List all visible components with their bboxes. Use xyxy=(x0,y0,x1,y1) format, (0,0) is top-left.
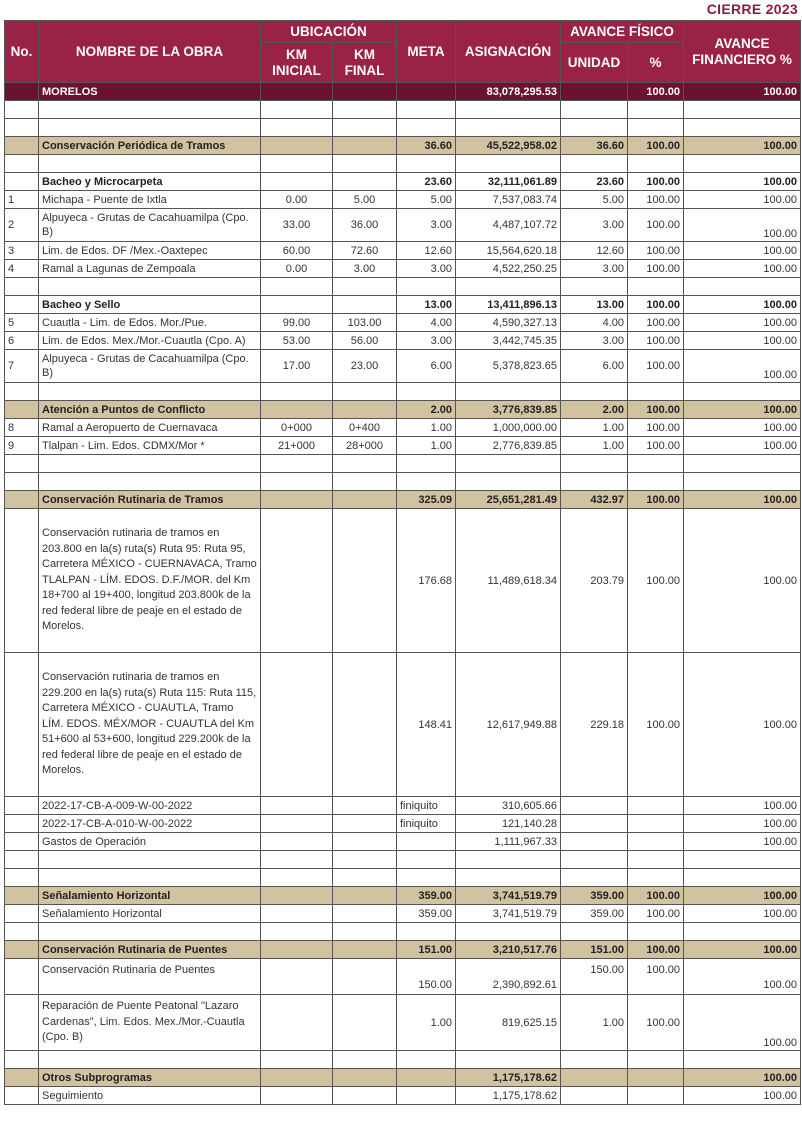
row-meta: 3.00 xyxy=(397,332,456,350)
category-row xyxy=(5,401,801,419)
category-name: Conservación Rutinaria de Puentes xyxy=(39,941,261,959)
row-asignacion: 310,605.66 xyxy=(456,797,561,815)
blank-row xyxy=(5,455,801,473)
row-name: Michapa - Puente de Ixtla xyxy=(39,191,261,209)
row-meta: finiquito xyxy=(397,797,456,815)
row-fin: 100.00 xyxy=(684,815,801,833)
row-asignacion: 121,140.28 xyxy=(456,815,561,833)
col-header-km-final: KM FINAL xyxy=(333,43,397,83)
row-unidad: 150.00 xyxy=(561,959,628,995)
blank-row xyxy=(5,278,801,296)
row-unidad: 359.00 xyxy=(561,905,628,923)
row-name: 2022-17-CB-A-010-W-00-2022 xyxy=(39,815,261,833)
row-asignacion: 4,487,107.72 xyxy=(456,209,561,242)
table-row xyxy=(5,314,801,332)
blank-row xyxy=(5,923,801,941)
row-unidad: 203.79 xyxy=(561,509,628,653)
subcategory-asignacion: 13,411,896.13 xyxy=(456,296,561,314)
row-meta: 3.00 xyxy=(397,260,456,278)
row-km-inicial: 99.00 xyxy=(261,314,333,332)
table-row xyxy=(5,332,801,350)
category-fin: 100.00 xyxy=(684,1069,801,1087)
report-period-title: CIERRE 2023 xyxy=(706,1,798,17)
row-no: 1 xyxy=(5,191,39,209)
row-pct: 100.00 xyxy=(628,437,684,455)
table-row xyxy=(5,1087,801,1105)
row-asignacion: 15,564,620.18 xyxy=(456,242,561,260)
table-row xyxy=(5,797,801,815)
row-pct: 100.00 xyxy=(628,653,684,797)
row-km-final: 72.60 xyxy=(333,242,397,260)
row-km-final: 28+000 xyxy=(333,437,397,455)
blank-row xyxy=(5,869,801,887)
row-no: 6 xyxy=(5,332,39,350)
row-unidad: 5.00 xyxy=(561,191,628,209)
category-row xyxy=(5,887,801,905)
category-row xyxy=(5,941,801,959)
table-row xyxy=(5,437,801,455)
blank-row xyxy=(5,119,801,137)
row-fin: 100.00 xyxy=(684,437,801,455)
category-asignacion: 25,651,281.49 xyxy=(456,491,561,509)
row-meta: 150.00 xyxy=(397,959,456,995)
row-meta: 359.00 xyxy=(397,905,456,923)
row-meta: finiquito xyxy=(397,815,456,833)
table-row xyxy=(5,833,801,851)
table-row xyxy=(5,959,801,995)
row-no: 2 xyxy=(5,209,39,242)
subcategory-fin: 100.00 xyxy=(684,173,801,191)
row-meta: 12.60 xyxy=(397,242,456,260)
col-header-asignacion: ASIGNACIÓN xyxy=(456,21,561,83)
col-header-nombre: NOMBRE DE LA OBRA xyxy=(39,21,261,83)
row-pct: 100.00 xyxy=(628,905,684,923)
table-row xyxy=(5,995,801,1051)
col-header-km-inicial: KM INICIAL xyxy=(261,43,333,83)
blank-row xyxy=(5,101,801,119)
subcategory-unidad: 13.00 xyxy=(561,296,628,314)
row-fin: 100.00 xyxy=(684,833,801,851)
row-pct: 100.00 xyxy=(628,959,684,995)
category-row xyxy=(5,1069,801,1087)
row-pct: 100.00 xyxy=(628,209,684,242)
table-row xyxy=(5,905,801,923)
row-fin: 100.00 xyxy=(684,959,801,995)
row-km-inicial: 0.00 xyxy=(261,191,333,209)
total-asignacion: 83,078,295.53 xyxy=(456,83,561,101)
row-unidad: 3.00 xyxy=(561,332,628,350)
row-meta: 1.00 xyxy=(397,419,456,437)
row-name: Alpuyeca - Grutas de Cacahuamilpa (Cpo. B) xyxy=(39,209,261,242)
row-name: Tlalpan - Lim. Edos. CDMX/Mor * xyxy=(39,437,261,455)
subcategory-name: Bacheo y Sello xyxy=(39,296,261,314)
row-meta: 1.00 xyxy=(397,995,456,1051)
row-km-final: 23.00 xyxy=(333,350,397,383)
col-header-avance-financiero: AVANCE FINANCIERO % xyxy=(684,21,801,83)
category-fin: 100.00 xyxy=(684,941,801,959)
row-asignacion: 2,776,839.85 xyxy=(456,437,561,455)
row-name: Cuautla - Lim. de Edos. Mor./Pue. xyxy=(39,314,261,332)
row-unidad: 229.18 xyxy=(561,653,628,797)
category-name: Otros Subprogramas xyxy=(39,1069,261,1087)
total-name: MORELOS xyxy=(39,83,261,101)
row-meta: 6.00 xyxy=(397,350,456,383)
category-meta: 36.60 xyxy=(397,137,456,155)
col-header-pct: % xyxy=(628,43,684,83)
subcategory-fin: 100.00 xyxy=(684,296,801,314)
category-asignacion: 45,522,958.02 xyxy=(456,137,561,155)
row-name: Seguimiento xyxy=(39,1087,261,1105)
row-no: 4 xyxy=(5,260,39,278)
row-unidad: 12.60 xyxy=(561,242,628,260)
subcategory-row xyxy=(5,296,801,314)
category-meta: 2.00 xyxy=(397,401,456,419)
header-row-1 xyxy=(5,21,801,43)
category-unidad: 2.00 xyxy=(561,401,628,419)
category-unidad: 151.00 xyxy=(561,941,628,959)
blank-row xyxy=(5,473,801,491)
row-fin: 100.00 xyxy=(684,332,801,350)
col-header-ubicacion: UBICACIÓN xyxy=(261,21,397,43)
col-header-avance-fisico: AVANCE FÍSICO xyxy=(561,21,684,43)
row-no: 3 xyxy=(5,242,39,260)
row-asignacion: 4,522,250.25 xyxy=(456,260,561,278)
row-name: Conservación rutinaria de tramos en 203.800 en la(s) ruta(s) Ruta 95: Ruta 95, Carretera MÉXICO - CUERNAVACA, Tramo TLALPAN - LÍM. EDOS. D.F./MOR. del Km 18+700 al 19+400, longitud 203.800k de la red federal libre de peaje en el estado de Morelos. xyxy=(39,509,261,653)
table-row xyxy=(5,419,801,437)
row-name: Gastos de Operación xyxy=(39,833,261,851)
row-meta: 3.00 xyxy=(397,209,456,242)
table-row xyxy=(5,260,801,278)
category-asignacion: 3,741,519.79 xyxy=(456,887,561,905)
row-fin: 100.00 xyxy=(684,797,801,815)
category-name: Atención a Puntos de Conflicto xyxy=(39,401,261,419)
row-meta: 1.00 xyxy=(397,437,456,455)
row-fin: 100.00 xyxy=(684,350,801,383)
row-fin: 100.00 xyxy=(684,314,801,332)
category-pct: 100.00 xyxy=(628,941,684,959)
row-pct: 100.00 xyxy=(628,350,684,383)
row-name: Conservación rutinaria de tramos en 229.200 en la(s) ruta(s) Ruta 115: Ruta 115, Carretera MÉXICO - CUAUTLA, Tramo LÍM. EDOS. MÉX/MOR - CUAUTLA del Km 51+600 al 53+600, longitud 229.200k de la red federal libre de peaje en el estado de Morelos. xyxy=(39,653,261,797)
subcategory-asignacion: 32,111,061.89 xyxy=(456,173,561,191)
row-unidad: 1.00 xyxy=(561,419,628,437)
row-asignacion: 11,489,618.34 xyxy=(456,509,561,653)
table-row xyxy=(5,653,801,797)
row-fin: 100.00 xyxy=(684,653,801,797)
row-unidad: 3.00 xyxy=(561,260,628,278)
category-meta: 359.00 xyxy=(397,887,456,905)
row-fin: 100.00 xyxy=(684,1087,801,1105)
row-asignacion: 4,590,327.13 xyxy=(456,314,561,332)
row-pct: 100.00 xyxy=(628,191,684,209)
col-header-unidad: UNIDAD xyxy=(561,43,628,83)
row-name: Alpuyeca - Grutas de Cacahuamilpa (Cpo. B) xyxy=(39,350,261,383)
row-asignacion: 1,111,967.33 xyxy=(456,833,561,851)
row-name: Señalamiento Horizontal xyxy=(39,905,261,923)
subcategory-pct: 100.00 xyxy=(628,296,684,314)
row-name: Lim. de Edos. DF /Mex.-Oaxtepec xyxy=(39,242,261,260)
table-row xyxy=(5,209,801,242)
row-asignacion: 2,390,892.61 xyxy=(456,959,561,995)
row-asignacion: 7,537,083.74 xyxy=(456,191,561,209)
subcategory-row xyxy=(5,173,801,191)
row-meta: 5.00 xyxy=(397,191,456,209)
subcategory-meta: 13.00 xyxy=(397,296,456,314)
row-meta: 176.68 xyxy=(397,509,456,653)
blank-row xyxy=(5,851,801,869)
row-unidad: 6.00 xyxy=(561,350,628,383)
row-km-final: 56.00 xyxy=(333,332,397,350)
row-km-inicial: 0.00 xyxy=(261,260,333,278)
row-asignacion: 5,378,823.65 xyxy=(456,350,561,383)
category-meta: 151.00 xyxy=(397,941,456,959)
row-name: 2022-17-CB-A-009-W-00-2022 xyxy=(39,797,261,815)
table-row xyxy=(5,242,801,260)
table-row xyxy=(5,815,801,833)
row-km-inicial: 60.00 xyxy=(261,242,333,260)
total-fin: 100.00 xyxy=(684,83,801,101)
category-name: Conservación Rutinaria de Tramos xyxy=(39,491,261,509)
category-asignacion: 1,175,178.62 xyxy=(456,1069,561,1087)
row-pct: 100.00 xyxy=(628,314,684,332)
row-asignacion: 3,442,745.35 xyxy=(456,332,561,350)
subcategory-pct: 100.00 xyxy=(628,173,684,191)
total-row xyxy=(5,83,801,101)
row-name: Ramal a Aeropuerto de Cuernavaca xyxy=(39,419,261,437)
row-meta: 4.00 xyxy=(397,314,456,332)
row-fin: 100.00 xyxy=(684,242,801,260)
row-km-inicial: 0+000 xyxy=(261,419,333,437)
row-fin: 100.00 xyxy=(684,191,801,209)
subcategory-unidad: 23.60 xyxy=(561,173,628,191)
row-no: 9 xyxy=(5,437,39,455)
row-unidad: 4.00 xyxy=(561,314,628,332)
category-name: Conservación Periódica de Tramos xyxy=(39,137,261,155)
category-fin: 100.00 xyxy=(684,401,801,419)
row-pct: 100.00 xyxy=(628,509,684,653)
row-km-final: 5.00 xyxy=(333,191,397,209)
row-asignacion: 12,617,949.88 xyxy=(456,653,561,797)
row-name: Lim. de Edos. Mex./Mor.-Cuautla (Cpo. A) xyxy=(39,332,261,350)
row-name: Reparación de Puente Peatonal "Lazaro Cardenas", Lim. Edos. Mex./Mor.-Cuautla (Cpo. B) xyxy=(39,995,261,1051)
col-header-meta: META xyxy=(397,21,456,83)
table-row xyxy=(5,350,801,383)
subcategory-meta: 23.60 xyxy=(397,173,456,191)
category-unidad: 36.60 xyxy=(561,137,628,155)
row-fin: 100.00 xyxy=(684,509,801,653)
category-unidad: 432.97 xyxy=(561,491,628,509)
row-pct: 100.00 xyxy=(628,419,684,437)
row-meta: 148.41 xyxy=(397,653,456,797)
row-asignacion: 819,625.15 xyxy=(456,995,561,1051)
category-pct: 100.00 xyxy=(628,887,684,905)
row-fin: 100.00 xyxy=(684,209,801,242)
table-row xyxy=(5,191,801,209)
row-fin: 100.00 xyxy=(684,419,801,437)
obras-table xyxy=(4,20,801,1105)
category-meta: 325.09 xyxy=(397,491,456,509)
category-row xyxy=(5,137,801,155)
blank-row xyxy=(5,155,801,173)
row-unidad: 1.00 xyxy=(561,437,628,455)
row-asignacion: 3,741,519.79 xyxy=(456,905,561,923)
row-km-final: 36.00 xyxy=(333,209,397,242)
row-pct: 100.00 xyxy=(628,332,684,350)
row-name: Conservación Rutinaria de Puentes xyxy=(39,959,261,995)
row-no: 7 xyxy=(5,350,39,383)
row-no: 5 xyxy=(5,314,39,332)
category-asignacion: 3,210,517.76 xyxy=(456,941,561,959)
category-row xyxy=(5,491,801,509)
row-fin: 100.00 xyxy=(684,260,801,278)
blank-row xyxy=(5,383,801,401)
category-fin: 100.00 xyxy=(684,887,801,905)
row-fin: 100.00 xyxy=(684,995,801,1051)
row-unidad: 1.00 xyxy=(561,995,628,1051)
row-km-inicial: 21+000 xyxy=(261,437,333,455)
row-km-inicial: 17.00 xyxy=(261,350,333,383)
category-fin: 100.00 xyxy=(684,491,801,509)
total-pct: 100.00 xyxy=(628,83,684,101)
blank-row xyxy=(5,1051,801,1069)
category-pct: 100.00 xyxy=(628,401,684,419)
table-row xyxy=(5,509,801,653)
row-km-inicial: 33.00 xyxy=(261,209,333,242)
category-asignacion: 3,776,839.85 xyxy=(456,401,561,419)
category-name: Señalamiento Horizontal xyxy=(39,887,261,905)
row-asignacion: 1,000,000.00 xyxy=(456,419,561,437)
category-unidad: 359.00 xyxy=(561,887,628,905)
category-fin: 100.00 xyxy=(684,137,801,155)
row-pct: 100.00 xyxy=(628,260,684,278)
col-header-no: No. xyxy=(5,21,39,83)
row-km-inicial: 53.00 xyxy=(261,332,333,350)
subcategory-name: Bacheo y Microcarpeta xyxy=(39,173,261,191)
row-fin: 100.00 xyxy=(684,905,801,923)
row-km-final: 103.00 xyxy=(333,314,397,332)
row-pct: 100.00 xyxy=(628,995,684,1051)
row-unidad: 3.00 xyxy=(561,209,628,242)
row-km-final: 0+400 xyxy=(333,419,397,437)
category-pct: 100.00 xyxy=(628,137,684,155)
row-km-final: 3.00 xyxy=(333,260,397,278)
category-pct: 100.00 xyxy=(628,491,684,509)
row-asignacion: 1,175,178.62 xyxy=(456,1087,561,1105)
row-pct: 100.00 xyxy=(628,242,684,260)
row-no: 8 xyxy=(5,419,39,437)
row-name: Ramal a Lagunas de Zempoala xyxy=(39,260,261,278)
